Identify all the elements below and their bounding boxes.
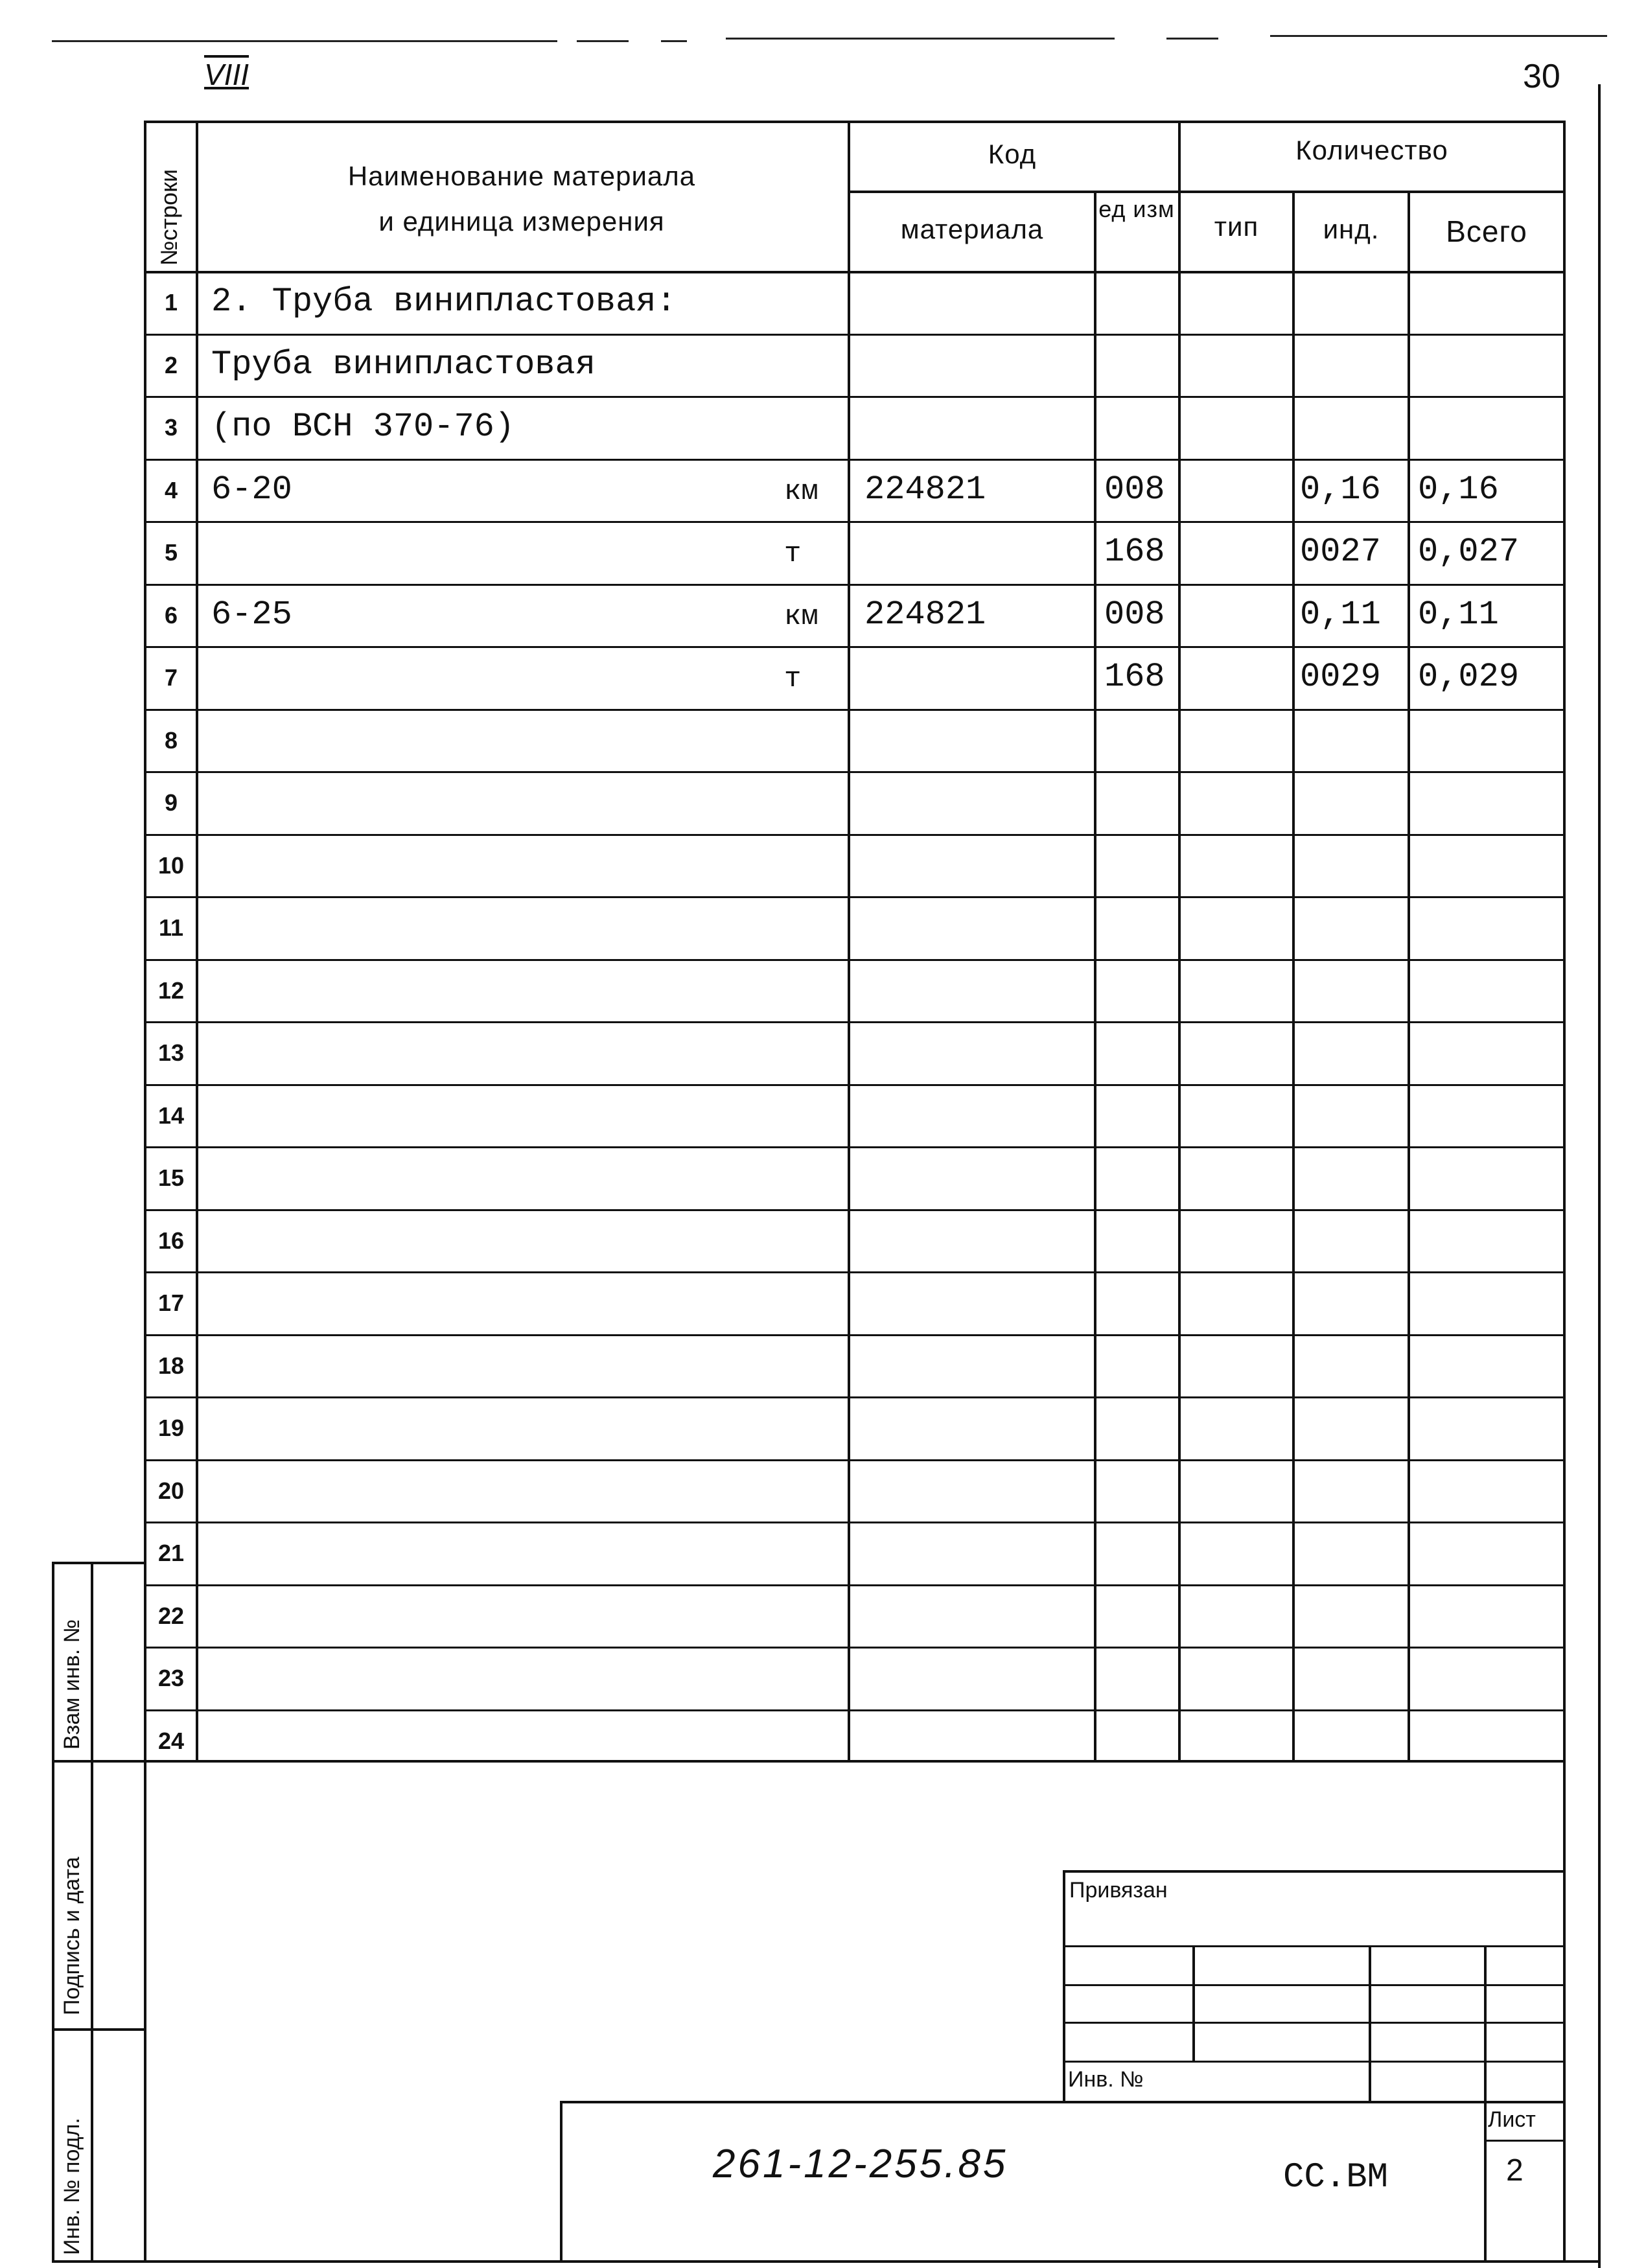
stamp-vzam-inv: Взам инв. № (60, 1619, 84, 1750)
cell-name: 2. Труба винипластовая: (211, 283, 677, 321)
cell-unit: т (784, 538, 802, 570)
row-number: 19 (157, 1415, 185, 1441)
row-number: 6 (164, 601, 178, 629)
header-kod: Код (988, 139, 1037, 169)
row-number: 2 (164, 351, 178, 378)
stamp-inv-podl: Инв. № подл. (60, 2118, 84, 2255)
row-number: 23 (157, 1665, 185, 1691)
title-privyazan: Привязан (1069, 1878, 1168, 1903)
row-number: 8 (164, 726, 178, 754)
header-row-no: №строки (156, 168, 182, 266)
row-number: 21 (157, 1540, 185, 1566)
row-number: 17 (157, 1290, 185, 1316)
row-number: 13 (157, 1039, 185, 1066)
title-list-label: Лист (1488, 2107, 1536, 2132)
title-mark: СС.ВМ (1283, 2158, 1389, 2197)
header-ed-izm: ед изм (1098, 196, 1175, 222)
cell-name: (по ВСН 370-76) (211, 408, 515, 446)
row-number: 10 (157, 851, 185, 879)
cell-total: 0,11 (1418, 595, 1499, 634)
cell-ed: 168 (1104, 658, 1165, 696)
corner-mark: VIII (204, 58, 249, 91)
row-number: 14 (157, 1102, 185, 1129)
cell-code: 224821 (864, 595, 986, 634)
header-name-line2: и единица измерения (378, 206, 665, 237)
title-list-number: 2 (1506, 2153, 1524, 2188)
row-number: 15 (157, 1164, 185, 1191)
row-number: 24 (157, 1727, 185, 1754)
row-number: 4 (164, 476, 178, 503)
row-number: 5 (164, 539, 178, 566)
cell-name: 6-20 (211, 470, 292, 509)
cell-name: 6-25 (211, 595, 292, 634)
cell-ind: 0029 (1300, 658, 1381, 696)
cell-total: 0,16 (1418, 470, 1499, 509)
cell-ind: 0,16 (1300, 470, 1381, 509)
row-number: 12 (157, 977, 185, 1004)
cell-total: 0,027 (1418, 533, 1520, 571)
header-name-line1: Наименование материала (347, 161, 696, 191)
row-number: 22 (157, 1602, 185, 1629)
row-number: 18 (157, 1352, 185, 1379)
page-number: 30 (1523, 58, 1560, 95)
cell-ed: 008 (1104, 595, 1165, 634)
cell-total: 0,029 (1418, 658, 1520, 696)
row-number: 9 (164, 789, 178, 816)
cell-ed: 008 (1104, 470, 1165, 509)
cell-code: 224821 (864, 470, 986, 509)
stamp-podpis-data: Подпись и дата (60, 1857, 84, 2015)
title-inv-no: Инв. № (1068, 2067, 1144, 2092)
row-number: 11 (158, 914, 184, 941)
cell-name: Труба винипластовая (211, 345, 596, 384)
cell-unit: т (784, 663, 802, 695)
header-vsego: Всего (1446, 214, 1527, 248)
cell-unit: км (784, 600, 818, 633)
header-tip: тип (1214, 211, 1259, 242)
cell-ind: 0,11 (1300, 595, 1381, 634)
row-number: 7 (164, 664, 178, 691)
row-number: 1 (164, 289, 178, 316)
header-material: материала (900, 214, 1044, 244)
row-number: 20 (157, 1477, 185, 1504)
header-kolichestvo: Количество (1295, 135, 1448, 165)
cell-ed: 168 (1104, 533, 1165, 571)
title-document-code: 261-12-255.85 (713, 2142, 1008, 2186)
cell-ind: 0027 (1300, 533, 1381, 571)
cell-unit: км (784, 475, 818, 508)
row-number: 3 (164, 414, 178, 441)
header-ind: инд. (1323, 214, 1380, 244)
row-number: 16 (157, 1227, 185, 1254)
